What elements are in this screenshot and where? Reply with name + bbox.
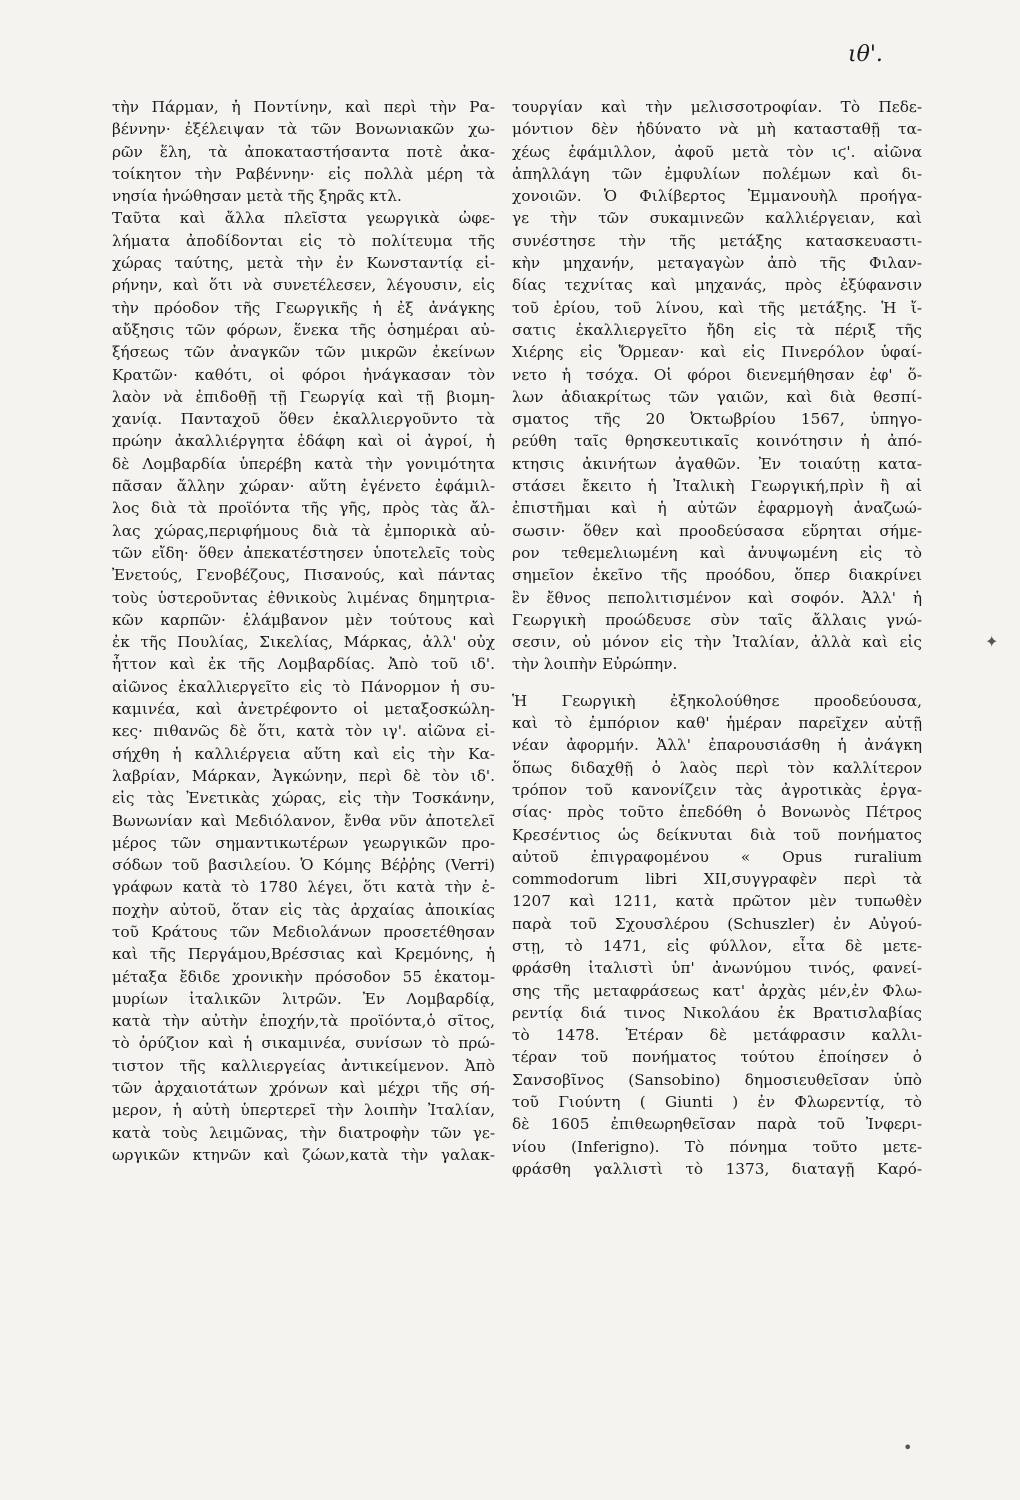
text-line: φράσθη γαλλιστὶ τὸ 1373, διαταγῇ Καρό- — [512, 1159, 922, 1178]
text-line: ἀπηλλάγη τῶν ἐμφυλίων πολέμων καὶ δι- — [512, 164, 922, 183]
text-line: μέταξα ἔδιδε χρονικὴν πρόσοδον 55 ἑκατομ- — [112, 967, 495, 986]
text-line: χανίᾳ. Πανταχοῦ ὅθεν ἐκαλλιεργοῦντο τὰ — [112, 410, 495, 429]
text-line: τέραν τοῦ πονήματος τούτου ἐποίησεν ὁ — [512, 1048, 922, 1067]
text-line: τοῦ Γιούντη ( Giunti ) ἐν Φλωρεντίᾳ, τὸ — [512, 1093, 922, 1112]
text-line: τοῦ ἐρίου, τοῦ λίνου, καὶ τῆς μετάξης. Ἡ ἴ- — [512, 298, 922, 317]
text-line: λος διὰ τὰ προϊόντα τῆς γῆς, πρὸς τὰς ἄλ- — [112, 499, 495, 518]
text-line: Σανσοβῖνος (Sansobino) δημοσιευθεῖσαν ὑπὸ — [512, 1070, 922, 1089]
text-line: ἐπιστῆμαι καὶ ἡ αὐτῶν ἐφαρμογὴ ἀναζωώ- — [512, 499, 922, 518]
text-line: ρῶν ἕλη, τὰ ἀποκαταστήσαντα ποτὲ ἀκα- — [112, 142, 495, 161]
left-column — [112, 96, 495, 1166]
text-line: καὶ τῆς Περγάμου,Βρέσσιας καὶ Κρεμόνης, ἡ — [112, 945, 495, 964]
text-line: σης τῆς μεταφράσεως κατ' ἀρχὰς μέν,ἐν Φλω- — [512, 981, 922, 1000]
text-line: ρεύθη ταῖς θρησκευτικαῖς κοινότησιν ἡ ἀπό- — [512, 432, 922, 451]
text-line: κατὰ τὴν αὐτὴν ἐποχήν,τὰ προϊόντα,ὁ σῖτος, — [112, 1012, 495, 1031]
text-line: λαβρίαν, Μάρκαν, Ἀγκώνην, περὶ δὲ τὸν ιδ'. — [112, 766, 495, 785]
text-line: χονοιῶν. Ὁ Φιλίβερτος Ἐμμανουὴλ προήγα- — [512, 187, 922, 206]
margin-mark: ✦ — [985, 632, 999, 651]
text-line: χώρας ταύτης, μετὰ τὴν ἐν Κωνσταντίᾳ εἰ- — [112, 254, 495, 273]
right-paragraph-1 — [512, 96, 922, 676]
text-line: νετο ἡ τσόχα. Οἱ φόροι διενεμήθησαν ἐφ' ὅ- — [512, 365, 922, 384]
text-line: ωργικῶν κτηνῶν καὶ ζώων,κατὰ τὴν γαλακ- — [112, 1145, 495, 1164]
text-line: σεσιν, οὐ μόνον εἰς τὴν Ἰταλίαν, ἀλλὰ καὶ εἰς — [512, 633, 922, 652]
text-line: καμινέα, καὶ ἀνετρέφοντο οἱ μεταξοσκώλη- — [112, 700, 495, 719]
text-line: σίας· πρὸς τοῦτο ἐπεδόθη ὁ Βονωνὸς Πέτρος — [512, 803, 922, 822]
text-line: αὔξησις τῶν φόρων, ἕνεκα τῆς ὁσημέραι αὐ- — [112, 320, 495, 339]
text-line: ρήνην, καὶ ὅτι νὰ συνετέλεσεν, λέγουσιν, εἰς — [112, 276, 495, 295]
text-line: τῶν ἀρχαιοτάτων χρόνων καὶ μέχρι τῆς σή- — [112, 1079, 495, 1098]
text-line: Ἐνετούς, Γενοβέζους, Πισανούς, καὶ πάντας — [112, 566, 495, 585]
text-line: τοῦ Κράτους τῶν Μεδιολάνων προσετέθησαν — [112, 922, 495, 941]
text-line: Βωνωνίαν καὶ Μεδιόλανον, ἔνθα νῦν ἀποτελεῖ — [112, 811, 495, 830]
text-line: ἧττον καὶ ἐκ τῆς Λομβαρδίας. Ἀπὸ τοῦ ιδ'. — [112, 655, 495, 674]
text-line: σωσιν· ὅθεν καὶ προοδεύσασα εὕρηται σήμε- — [512, 521, 922, 540]
text-line: ὅπως διδαχθῇ ὁ λαὸς περὶ τὸν καλλίτερον — [512, 758, 922, 777]
text-line: μέρος τῶν σημαντικωτέρων γεωργικῶν προ- — [112, 833, 495, 852]
text-line: σματος τῆς 20 Ὀκτωβρίου 1567, ὑπηγο- — [512, 410, 922, 429]
text-line: κὴν μηχανήν, μεταγαγὼν ἀπὸ τῆς Φιλαν- — [512, 254, 922, 273]
ink-spot: • — [903, 1438, 913, 1457]
text-line: λων ἀδιακρίτως τῶν γαιῶν, καὶ διὰ θεσπί- — [512, 387, 922, 406]
text-line: δὲ Λομβαρδία ὑπερέβη κατὰ τὴν γονιμότητα — [112, 454, 495, 473]
text-line: Γεωργικὴ προώδευσε σὺν ταῖς ἄλλαις γνώ- — [512, 610, 922, 629]
text-line: τὴν Πάρμαν, ἡ Ποντίνην, καὶ περὶ τὴν Ρα- — [112, 98, 495, 116]
text-line: σόδων τοῦ βασιλείου. Ὁ Κόμης Βέῤῥης (Verri) — [112, 856, 495, 875]
text-line: τὴν πρόοδον τῆς Γεωργικῆς ἡ ἐξ ἀνάγκης — [112, 298, 495, 317]
text-line: συνέστησε τὴν τῆς μετάξης κατασκευαστι- — [512, 231, 922, 250]
text-line: λαὸν νὰ ἐπιδοθῇ τῇ Γεωργίᾳ καὶ τῇ βιομη- — [112, 387, 495, 406]
text-line: δίας τεχνίτας καὶ μηχανάς, πρὸς ἐξύφανσιν — [512, 276, 922, 295]
text-line: Κρατῶν· καθότι, οἱ φόροι ἠνάγκασαν τὸν — [112, 365, 495, 384]
page-number: ιθ'. — [848, 42, 883, 67]
text-line: κατὰ τοὺς λειμῶνας, τὴν διατροφὴν τῶν γε- — [112, 1123, 495, 1142]
text-line: τουργίαν καὶ τὴν μελισσοτροφίαν. Τὸ Πεδε- — [512, 98, 922, 116]
text-line: νίου (Inferigno). Τὸ πόνημα τοῦτο μετε- — [512, 1137, 922, 1156]
text-line: κτησις ἀκινήτων ἀγαθῶν. Ἐν τοιαύτῃ κατα- — [512, 454, 922, 473]
text-line: παρὰ τοῦ Σχουσλέρου (Schuszler) ἐν Αὐγού- — [512, 914, 922, 933]
text-line: μερον, ἡ αὐτὴ ὑπερτερεῖ τὴν λοιπὴν Ἰταλίαν, — [112, 1101, 495, 1120]
text-line: σατις ἐκαλλιεργεῖτο ἤδη εἰς τὰ πέριξ τῆς — [512, 320, 922, 339]
text-line: δὲ 1605 ἐπιθεωρηθεῖσαν παρὰ τοῦ Ἰνφερι- — [512, 1115, 922, 1134]
text-line: τιστον τῆς καλλιεργείας ἀντικείμενον. Ἀπὸ — [112, 1056, 495, 1075]
text-line: τοίκητον τὴν Ραβέννην· εἰς πολλὰ μέρη τὰ — [112, 164, 495, 183]
text-line: τῶν εἴδη· ὅθεν ἀπεκατέστησεν ὑποτελεῖς τοὺς — [112, 543, 495, 562]
text-line: στῃ, τὸ 1471, εἰς φύλλον, εἶτα δὲ μετε- — [512, 936, 922, 955]
text-line: νησία ἡνώθησαν μετὰ τῆς ξηρᾶς κτλ. — [112, 187, 402, 206]
text-line: νέαν ἀφορμήν. Ἀλλ' ἐπαρουσιάσθη ἡ ἀνάγκη — [512, 736, 922, 755]
text-line: 1207 καὶ 1211, κατὰ πρῶτον μὲν τυπωθὲν — [512, 892, 922, 911]
text-line: μυρίων ἰταλικῶν λιτρῶν. Ἐν Λομβαρδίᾳ, — [112, 989, 495, 1008]
text-line: αἰῶνος ἐκαλλιεργεῖτο εἰς τὸ Πάνορμον ἡ συ- — [112, 677, 495, 696]
text-line: κες· πιθανῶς δὲ ὅτι, κατὰ τὸν ιγ'. αἰῶνα εἰ- — [112, 722, 495, 741]
text-line: Ἡ Γεωργικὴ ἐξηκολούθησε προοδεύουσα, — [512, 691, 922, 710]
text-line: τὸ ὀρύζιον καὶ ἡ σικαμινέα, συνίσων τὸ πρώ- — [112, 1034, 495, 1053]
text-line: τὴν λοιπὴν Εὐρώπην. — [512, 655, 678, 674]
text-line: λας χώρας,περιφήμους διὰ τὰ ἐμπορικὰ αὐ- — [112, 521, 495, 540]
text-line: ρεντίᾳ διά τινος Νικολάου ἐκ Βρατισλαβίας — [512, 1003, 922, 1022]
text-line: Χιέρης εἰς Ὄρμεαν· καὶ εἰς Πινερόλον ὑφαί- — [512, 343, 922, 362]
right-column — [512, 96, 922, 1180]
text-line: commodorum libri XII,συγγραφὲν περὶ τὰ — [512, 870, 922, 889]
text-line: εἰς τὰς Ἐνετικὰς χώρας, εἰς τὴν Τοσκάνην, — [112, 789, 495, 808]
text-line: τὸ 1478. Ἑτέραν δὲ μετάφρασιν καλλι- — [512, 1026, 922, 1045]
text-line: τρόπον τοῦ κανονίζειν τὰς ἀγροτικὰς ἐργα- — [512, 780, 922, 799]
text-line: Ταῦτα καὶ ἄλλα πλεῖστα γεωργικὰ ὠφε- — [112, 209, 495, 228]
text-line: πᾶσαν ἄλλην χώραν· αὕτη ἐγένετο ἐφάμιλ- — [112, 477, 495, 496]
text-line: ρον τεθεμελιωμένη καὶ ἀνυψωμένη εἰς τὸ — [512, 543, 922, 562]
text-line: γράφων κατὰ τὸ 1780 λέγει, ὅτι κατὰ τὴν ἐ- — [112, 878, 495, 897]
text-line: πρώην ἀκαλλιέργητα ἐδάφη καὶ οἱ ἀγροί, ἡ — [112, 432, 495, 451]
text-line: στάσει ἔκειτο ἡ Ἰταλικὴ Γεωργική,πρὶν ἢ αἱ — [512, 477, 922, 496]
text-line: λήματα ἀποδίδονται εἰς τὸ πολίτευμα τῆς — [112, 231, 495, 250]
text-line: σημεῖον ἐκεῖνο τῆς προόδου, ὅπερ διακρίνει — [512, 566, 922, 585]
text-line: χέως ἐφάμιλλον, ἀφοῦ μετὰ τὸν ιϛ'. αἰῶνα — [512, 142, 922, 161]
text-line: φράσθη ἰταλιστὶ ὑπ' ἀνωνύμου τινός, φανεί- — [512, 959, 922, 978]
text-line: κῶν καρπῶν· ἐλάμβανον μὲν τούτους καὶ — [112, 610, 495, 629]
text-line: μόντιον δὲν ἠδύνατο νὰ μὴ κατασταθῇ τα- — [512, 120, 922, 139]
text-line: καὶ τὸ ἐμπόριον καθ' ἡμέραν παρεῖχεν αὐτῇ — [512, 714, 922, 733]
text-line: ἐκ τῆς Πουλίας, Σικελίας, Μάρκας, ἀλλ' οὐχ — [112, 633, 495, 652]
text-line: ξήσεως τῶν ἀναγκῶν τῶν μικρῶν ἐκείνων — [112, 343, 495, 362]
right-paragraph-2 — [512, 690, 922, 1181]
text-line: Κρεσέντιος ὡς δείκνυται διὰ τοῦ πονήματος — [512, 825, 922, 844]
text-line: σήχθη ἡ καλλιέργεια αὕτη καὶ εἰς τὴν Κα- — [112, 744, 495, 763]
text-line: γε τὴν τῶν συκαμινεῶν καλλιέργειαν, καὶ — [512, 209, 922, 228]
text-line: βέννην· ἐξέλειψαν τὰ τῶν Βονωνιακῶν χω- — [112, 120, 495, 139]
text-line: αὐτοῦ ἐπιγραφομένου « Opus ruralium — [512, 847, 922, 866]
text-line: τοὺς ὑστεροῦντας ἐθνικοὺς λιμένας δημητρια- — [112, 588, 495, 607]
text-line: ἓν ἔθνος πεπολιτισμένον καὶ σοφόν. Ἀλλ' ἡ — [512, 588, 922, 607]
text-line: ποχὴν αὐτοῦ, ὅταν εἰς τὰς ἀρχαίας ἀποικίας — [112, 900, 495, 919]
